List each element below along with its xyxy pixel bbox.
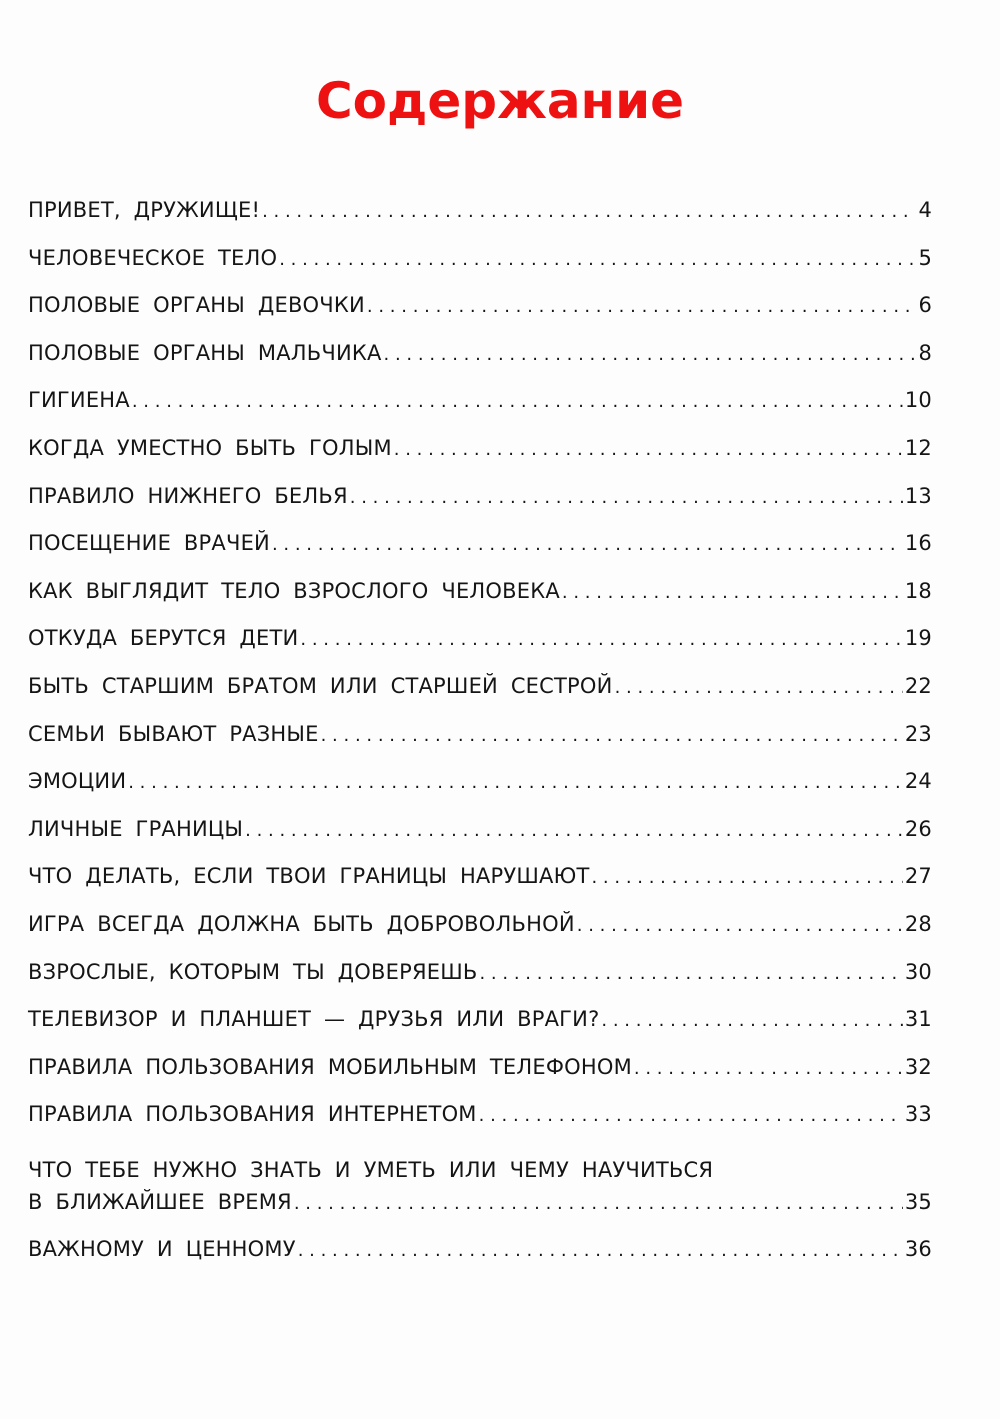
leader-dots xyxy=(601,1010,902,1031)
toc-entry[interactable] xyxy=(28,341,932,389)
toc-entry[interactable] xyxy=(28,769,932,817)
toc-entry[interactable] xyxy=(28,722,932,770)
toc-entry-page: 8 xyxy=(918,340,932,365)
toc-entry-page: 19 xyxy=(904,626,932,651)
toc-entry-page: 4 xyxy=(918,198,932,222)
leader-dots xyxy=(479,963,902,984)
toc-entry-page: 33 xyxy=(904,1102,932,1127)
leader-dots xyxy=(298,1240,903,1261)
toc-entry-title: ПРАВИЛА ПОЛЬЗОВАНИЯ МОБИЛЬНЫМ ТЕЛЕФОНОМ xyxy=(28,1054,632,1079)
table-of-contents xyxy=(28,198,932,1284)
toc-entry[interactable] xyxy=(28,817,932,865)
toc-entry[interactable] xyxy=(28,198,932,246)
leader-dots xyxy=(615,677,903,698)
leader-dots xyxy=(262,201,916,222)
toc-entry-title: ПОЛОВЫЕ ОРГАНЫ ДЕВОЧКИ xyxy=(28,293,365,318)
toc-entry-page: 13 xyxy=(904,483,932,508)
toc-entry-title-line2: В БЛИЖАЙШЕЕ ВРЕМЯ xyxy=(28,1189,292,1214)
leader-dots xyxy=(367,296,917,317)
leader-dots xyxy=(394,439,903,460)
toc-entry-page: 32 xyxy=(904,1054,932,1079)
leader-dots xyxy=(245,820,903,841)
toc-entry-title: ПРИВЕТ, ДРУЖИЩЕ! xyxy=(28,198,261,222)
toc-entry-page: 24 xyxy=(904,769,932,794)
toc-entry[interactable] xyxy=(28,436,932,484)
toc-entry-page: 31 xyxy=(904,1007,932,1032)
toc-entry[interactable] xyxy=(28,1237,932,1285)
toc-entry-page: 28 xyxy=(904,911,932,936)
toc-entry[interactable] xyxy=(28,1055,932,1103)
page-title: Содержание xyxy=(315,72,685,130)
toc-entry-title: ТЕЛЕВИЗОР И ПЛАНШЕТ — ДРУЗЬЯ ИЛИ ВРАГИ? xyxy=(28,1007,600,1032)
toc-entry-title: ПРАВИЛО НИЖНЕГО БЕЛЬЯ xyxy=(28,483,348,508)
toc-entry-title: ВЗРОСЛЫЕ, КОТОРЫМ ТЫ ДОВЕРЯЕШЬ xyxy=(28,959,478,984)
toc-entry[interactable] xyxy=(28,1150,932,1237)
toc-entry-page: 36 xyxy=(904,1236,932,1261)
leader-dots xyxy=(128,772,903,793)
toc-entry[interactable] xyxy=(28,1102,932,1150)
leader-dots xyxy=(591,867,902,888)
toc-entry[interactable] xyxy=(28,674,932,722)
leader-dots xyxy=(350,487,903,508)
toc-entry[interactable] xyxy=(28,960,932,1008)
leader-dots xyxy=(562,582,903,603)
leader-dots xyxy=(294,1193,903,1214)
toc-entry[interactable] xyxy=(28,484,932,532)
toc-entry[interactable] xyxy=(28,864,932,912)
toc-entry[interactable] xyxy=(28,246,932,294)
toc-entry-page: 10 xyxy=(904,388,932,413)
toc-entry-page: 27 xyxy=(904,864,932,889)
toc-entry-page: 12 xyxy=(904,435,932,460)
toc-entry-title: КОГДА УМЕСТНО БЫТЬ ГОЛЫМ xyxy=(28,435,392,460)
toc-entry-title: СЕМЬИ БЫВАЮТ РАЗНЫЕ xyxy=(28,721,319,746)
toc-entry-page: 35 xyxy=(904,1189,932,1214)
toc-entry-page: 26 xyxy=(904,816,932,841)
toc-entry-title: ПРАВИЛА ПОЛЬЗОВАНИЯ ИНТЕРНЕТОМ xyxy=(28,1102,477,1127)
toc-entry-title: ОТКУДА БЕРУТСЯ ДЕТИ xyxy=(28,626,299,651)
toc-entry[interactable] xyxy=(28,1007,932,1055)
leader-dots xyxy=(272,534,903,555)
toc-entry-page: 18 xyxy=(904,578,932,603)
toc-entry[interactable] xyxy=(28,531,932,579)
leader-dots xyxy=(279,249,916,270)
toc-entry-page: 23 xyxy=(904,721,932,746)
leader-dots xyxy=(479,1105,903,1126)
leader-dots xyxy=(577,915,903,936)
toc-entry-title: ЭМОЦИИ xyxy=(28,769,127,794)
toc-entry-title: ЛИЧНЫЕ ГРАНИЦЫ xyxy=(28,816,244,841)
toc-entry[interactable] xyxy=(28,293,932,341)
toc-entry-title: БЫТЬ СТАРШИМ БРАТОМ ИЛИ СТАРШЕЙ СЕСТРОЙ xyxy=(28,673,613,698)
leader-dots xyxy=(384,344,917,365)
toc-entry-page: 16 xyxy=(904,531,932,556)
toc-entry-title: КАК ВЫГЛЯДИТ ТЕЛО ВЗРОСЛОГО ЧЕЛОВЕКА xyxy=(28,578,560,603)
toc-entry[interactable] xyxy=(28,579,932,627)
toc-entry-title: ПОЛОВЫЕ ОРГАНЫ МАЛЬЧИКА xyxy=(28,340,382,365)
toc-entry-title: ВАЖНОМУ И ЦЕННОМУ xyxy=(28,1236,296,1261)
toc-entry-title-line1: ЧТО ТЕБЕ НУЖНО ЗНАТЬ И УМЕТЬ ИЛИ ЧЕМУ НАУЧИТЬСЯ xyxy=(28,1157,714,1182)
leader-dots xyxy=(132,391,903,412)
toc-entry-title: ЧТО ДЕЛАТЬ, ЕСЛИ ТВОИ ГРАНИЦЫ НАРУШАЮТ xyxy=(28,864,590,889)
leader-dots xyxy=(300,629,902,650)
leader-dots xyxy=(321,725,903,746)
toc-entry-title: ПОСЕЩЕНИЕ ВРАЧЕЙ xyxy=(28,531,270,556)
toc-entry-title: ГИГИЕНА xyxy=(28,388,130,413)
toc-entry-page: 22 xyxy=(904,673,932,698)
toc-entry-title: ИГРА ВСЕГДА ДОЛЖНА БЫТЬ ДОБРОВОЛЬНОЙ xyxy=(28,911,575,936)
toc-entry[interactable] xyxy=(28,388,932,436)
toc-entry-page: 30 xyxy=(904,959,932,984)
toc-entry-page: 6 xyxy=(918,293,932,318)
toc-entry-page: 5 xyxy=(918,245,932,270)
leader-dots xyxy=(634,1058,903,1079)
toc-entry[interactable] xyxy=(28,912,932,960)
toc-entry-title: ЧЕЛОВЕЧЕСКОЕ ТЕЛО xyxy=(28,245,278,270)
toc-entry[interactable] xyxy=(28,626,932,674)
